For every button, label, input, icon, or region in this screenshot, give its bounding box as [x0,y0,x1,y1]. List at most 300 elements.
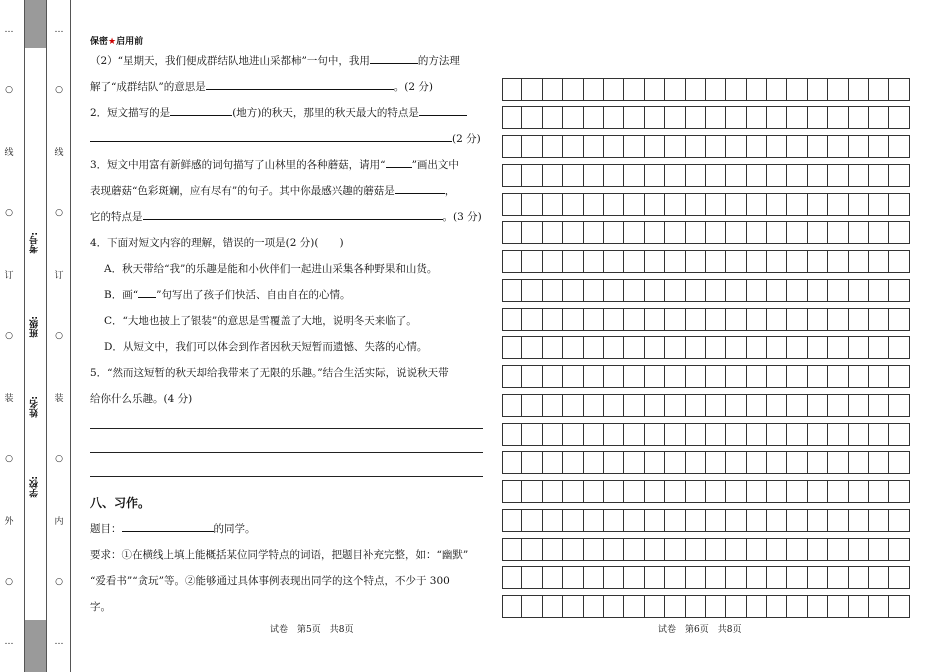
grid-cell[interactable] [849,221,869,244]
grid-cell[interactable] [665,193,685,216]
grid-cell[interactable] [767,250,787,273]
grid-cell[interactable] [624,451,644,474]
grid-cell[interactable] [502,423,522,446]
grid-cell[interactable] [808,451,828,474]
grid-cell[interactable] [543,135,563,158]
grid-cell[interactable] [522,221,542,244]
grid-cell[interactable] [869,595,889,618]
grid-cell[interactable] [686,480,706,503]
grid-cell[interactable] [604,480,624,503]
grid-cell[interactable] [808,394,828,417]
grid-cell[interactable] [787,423,807,446]
grid-cell[interactable] [604,193,624,216]
grid-cell[interactable] [563,221,583,244]
grid-cell[interactable] [604,135,624,158]
grid-cell[interactable] [787,365,807,388]
grid-cell[interactable] [747,595,767,618]
grid-cell[interactable] [584,106,604,129]
grid-cell[interactable] [706,566,726,589]
grid-cell[interactable] [543,451,563,474]
grid-cell[interactable] [624,595,644,618]
grid-cell[interactable] [604,308,624,331]
grid-cell[interactable] [747,164,767,187]
grid-cell[interactable] [889,509,909,532]
grid-cell[interactable] [584,451,604,474]
grid-cell[interactable] [889,423,909,446]
grid-cell[interactable] [828,193,848,216]
grid-cell[interactable] [767,336,787,359]
grid-cell[interactable] [645,451,665,474]
grid-cell[interactable] [808,308,828,331]
grid-cell[interactable] [849,106,869,129]
grid-cell[interactable] [726,394,746,417]
grid-cell[interactable] [706,509,726,532]
grid-cell[interactable] [686,365,706,388]
grid-cell[interactable] [828,106,848,129]
grid-cell[interactable] [849,538,869,561]
grid-cell[interactable] [522,480,542,503]
grid-cell[interactable] [726,365,746,388]
grid-cell[interactable] [808,106,828,129]
grid-cell[interactable] [543,106,563,129]
grid-cell[interactable] [767,365,787,388]
grid-cell[interactable] [584,480,604,503]
grid-cell[interactable] [767,308,787,331]
grid-cell[interactable] [584,538,604,561]
grid-cell[interactable] [828,566,848,589]
grid-cell[interactable] [522,106,542,129]
grid-cell[interactable] [563,538,583,561]
grid-cell[interactable] [706,423,726,446]
grid-cell[interactable] [686,193,706,216]
grid-cell[interactable] [706,164,726,187]
grid-cell[interactable] [747,509,767,532]
grid-cell[interactable] [543,365,563,388]
grid-cell[interactable] [645,164,665,187]
grid-cell[interactable] [726,164,746,187]
grid-cell[interactable] [645,394,665,417]
grid-cell[interactable] [726,509,746,532]
grid-cell[interactable] [502,279,522,302]
grid-cell[interactable] [747,365,767,388]
grid-cell[interactable] [502,595,522,618]
grid-cell[interactable] [543,394,563,417]
grid-cell[interactable] [828,78,848,101]
answer-lines[interactable] [90,412,490,490]
grid-cell[interactable] [604,106,624,129]
grid-cell[interactable] [604,279,624,302]
grid-cell[interactable] [869,480,889,503]
grid-cell[interactable] [767,538,787,561]
grid-cell[interactable] [563,423,583,446]
grid-cell[interactable] [787,279,807,302]
grid-cell[interactable] [808,135,828,158]
grid-cell[interactable] [828,135,848,158]
grid-cell[interactable] [502,538,522,561]
grid-cell[interactable] [624,106,644,129]
grid-cell[interactable] [624,365,644,388]
grid-cell[interactable] [624,135,644,158]
grid-cell[interactable] [849,279,869,302]
grid-cell[interactable] [706,451,726,474]
grid-cell[interactable] [767,164,787,187]
grid-cell[interactable] [665,480,685,503]
grid-cell[interactable] [543,595,563,618]
grid-cell[interactable] [502,221,522,244]
grid-cell[interactable] [604,566,624,589]
grid-cell[interactable] [849,423,869,446]
grid-cell[interactable] [808,538,828,561]
grid-cell[interactable] [849,365,869,388]
grid-cell[interactable] [849,336,869,359]
grid-cell[interactable] [706,221,726,244]
grid-cell[interactable] [665,106,685,129]
grid-cell[interactable] [645,78,665,101]
grid-cell[interactable] [686,250,706,273]
grid-cell[interactable] [706,595,726,618]
grid-cell[interactable] [808,221,828,244]
grid-cell[interactable] [747,336,767,359]
grid-cell[interactable] [767,480,787,503]
grid-cell[interactable] [543,250,563,273]
grid-cell[interactable] [563,279,583,302]
grid-cell[interactable] [726,451,746,474]
grid-cell[interactable] [645,221,665,244]
grid-cell[interactable] [522,566,542,589]
grid-cell[interactable] [808,78,828,101]
grid-cell[interactable] [726,595,746,618]
grid-cell[interactable] [604,509,624,532]
grid-cell[interactable] [828,308,848,331]
grid-cell[interactable] [543,480,563,503]
grid-cell[interactable] [563,509,583,532]
grid-cell[interactable] [604,250,624,273]
grid-cell[interactable] [624,394,644,417]
grid-cell[interactable] [543,538,563,561]
grid-cell[interactable] [686,106,706,129]
grid-cell[interactable] [686,336,706,359]
grid-cell[interactable] [604,538,624,561]
grid-cell[interactable] [584,78,604,101]
grid-cell[interactable] [624,221,644,244]
grid-cell[interactable] [828,480,848,503]
grid-cell[interactable] [584,193,604,216]
grid-cell[interactable] [584,423,604,446]
grid-cell[interactable] [747,193,767,216]
grid-cell[interactable] [869,106,889,129]
grid-cell[interactable] [706,279,726,302]
grid-cell[interactable] [624,566,644,589]
grid-cell[interactable] [869,365,889,388]
grid-cell[interactable] [665,509,685,532]
grid-cell[interactable] [787,451,807,474]
grid-cell[interactable] [849,164,869,187]
grid-cell[interactable] [584,279,604,302]
grid-cell[interactable] [828,509,848,532]
grid-cell[interactable] [584,566,604,589]
grid-cell[interactable] [686,423,706,446]
grid-cell[interactable] [767,595,787,618]
grid-cell[interactable] [522,365,542,388]
grid-cell[interactable] [624,308,644,331]
grid-cell[interactable] [849,308,869,331]
grid-cell[interactable] [543,308,563,331]
grid-cell[interactable] [706,78,726,101]
grid-cell[interactable] [889,595,909,618]
grid-cell[interactable] [584,164,604,187]
grid-cell[interactable] [522,279,542,302]
grid-cell[interactable] [849,451,869,474]
grid-cell[interactable] [604,451,624,474]
grid-cell[interactable] [726,336,746,359]
grid-cell[interactable] [706,394,726,417]
grid-cell[interactable] [706,250,726,273]
grid-cell[interactable] [828,423,848,446]
grid-cell[interactable] [686,135,706,158]
grid-cell[interactable] [849,193,869,216]
grid-cell[interactable] [869,135,889,158]
grid-cell[interactable] [787,250,807,273]
grid-cell[interactable] [767,509,787,532]
grid-cell[interactable] [787,394,807,417]
grid-cell[interactable] [726,250,746,273]
grid-cell[interactable] [747,538,767,561]
grid-cell[interactable] [767,106,787,129]
grid-cell[interactable] [889,135,909,158]
grid-cell[interactable] [665,365,685,388]
grid-cell[interactable] [787,106,807,129]
grid-cell[interactable] [624,538,644,561]
grid-cell[interactable] [686,279,706,302]
grid-cell[interactable] [808,566,828,589]
grid-cell[interactable] [869,538,889,561]
grid-cell[interactable] [563,135,583,158]
grid-cell[interactable] [889,221,909,244]
grid-cell[interactable] [706,135,726,158]
grid-cell[interactable] [645,193,665,216]
grid-cell[interactable] [747,451,767,474]
grid-cell[interactable] [502,135,522,158]
grid-cell[interactable] [849,394,869,417]
grid-cell[interactable] [726,279,746,302]
grid-cell[interactable] [563,308,583,331]
grid-cell[interactable] [563,394,583,417]
grid-cell[interactable] [828,164,848,187]
grid-cell[interactable] [869,279,889,302]
grid-cell[interactable] [889,193,909,216]
grid-cell[interactable] [645,509,665,532]
grid-cell[interactable] [828,595,848,618]
grid-cell[interactable] [502,106,522,129]
grid-cell[interactable] [686,451,706,474]
grid-cell[interactable] [604,336,624,359]
grid-cell[interactable] [889,394,909,417]
grid-cell[interactable] [869,193,889,216]
grid-cell[interactable] [889,538,909,561]
grid-cell[interactable] [747,135,767,158]
grid-cell[interactable] [767,451,787,474]
grid-cell[interactable] [787,480,807,503]
grid-cell[interactable] [787,78,807,101]
grid-cell[interactable] [543,336,563,359]
grid-cell[interactable] [767,193,787,216]
grid-cell[interactable] [665,308,685,331]
grid-cell[interactable] [706,193,726,216]
grid-cell[interactable] [543,279,563,302]
grid-cell[interactable] [787,566,807,589]
grid-cell[interactable] [522,193,542,216]
grid-cell[interactable] [889,106,909,129]
grid-cell[interactable] [808,250,828,273]
grid-cell[interactable] [889,336,909,359]
grid-cell[interactable] [604,164,624,187]
grid-cell[interactable] [869,250,889,273]
grid-cell[interactable] [563,106,583,129]
grid-cell[interactable] [645,106,665,129]
grid-cell[interactable] [624,480,644,503]
grid-cell[interactable] [869,221,889,244]
grid-cell[interactable] [828,250,848,273]
grid-cell[interactable] [563,480,583,503]
grid-cell[interactable] [563,365,583,388]
grid-cell[interactable] [665,451,685,474]
grid-cell[interactable] [869,78,889,101]
grid-cell[interactable] [889,480,909,503]
grid-cell[interactable] [686,78,706,101]
grid-cell[interactable] [686,308,706,331]
grid-cell[interactable] [706,538,726,561]
grid-cell[interactable] [706,106,726,129]
grid-cell[interactable] [808,164,828,187]
grid-cell[interactable] [747,480,767,503]
grid-cell[interactable] [522,78,542,101]
grid-cell[interactable] [665,566,685,589]
grid-cell[interactable] [502,193,522,216]
grid-cell[interactable] [787,595,807,618]
grid-cell[interactable] [522,595,542,618]
grid-cell[interactable] [543,423,563,446]
grid-cell[interactable] [563,595,583,618]
grid-cell[interactable] [849,509,869,532]
grid-cell[interactable] [604,423,624,446]
grid-cell[interactable] [624,78,644,101]
grid-cell[interactable] [624,193,644,216]
grid-cell[interactable] [808,509,828,532]
grid-cell[interactable] [849,595,869,618]
grid-cell[interactable] [869,164,889,187]
grid-cell[interactable] [889,566,909,589]
grid-cell[interactable] [522,509,542,532]
grid-cell[interactable] [665,78,685,101]
grid-cell[interactable] [706,308,726,331]
grid-cell[interactable] [828,451,848,474]
grid-cell[interactable] [624,250,644,273]
grid-cell[interactable] [747,308,767,331]
grid-cell[interactable] [706,336,726,359]
grid-cell[interactable] [787,308,807,331]
grid-cell[interactable] [767,78,787,101]
grid-cell[interactable] [665,250,685,273]
grid-cell[interactable] [645,365,665,388]
grid-cell[interactable] [869,308,889,331]
grid-cell[interactable] [869,566,889,589]
grid-cell[interactable] [522,135,542,158]
grid-cell[interactable] [869,394,889,417]
grid-cell[interactable] [502,394,522,417]
grid-cell[interactable] [563,250,583,273]
grid-cell[interactable] [665,595,685,618]
grid-cell[interactable] [604,365,624,388]
grid-cell[interactable] [563,336,583,359]
grid-cell[interactable] [726,423,746,446]
grid-cell[interactable] [828,221,848,244]
grid-cell[interactable] [747,423,767,446]
grid-cell[interactable] [502,78,522,101]
grid-cell[interactable] [584,595,604,618]
grid-cell[interactable] [624,509,644,532]
grid-cell[interactable] [665,135,685,158]
grid-cell[interactable] [543,193,563,216]
grid-cell[interactable] [584,336,604,359]
grid-cell[interactable] [563,78,583,101]
grid-cell[interactable] [686,566,706,589]
grid-cell[interactable] [726,78,746,101]
grid-cell[interactable] [828,336,848,359]
grid-cell[interactable] [543,78,563,101]
grid-cell[interactable] [869,509,889,532]
grid-cell[interactable] [665,279,685,302]
grid-cell[interactable] [787,193,807,216]
grid-cell[interactable] [645,480,665,503]
grid-cell[interactable] [645,336,665,359]
grid-cell[interactable] [767,221,787,244]
grid-cell[interactable] [747,78,767,101]
grid-cell[interactable] [767,566,787,589]
grid-cell[interactable] [808,423,828,446]
grid-cell[interactable] [624,164,644,187]
grid-cell[interactable] [869,451,889,474]
grid-cell[interactable] [889,279,909,302]
grid-cell[interactable] [502,164,522,187]
grid-cell[interactable] [543,509,563,532]
grid-cell[interactable] [645,279,665,302]
grid-cell[interactable] [869,423,889,446]
grid-cell[interactable] [849,78,869,101]
grid-cell[interactable] [665,394,685,417]
grid-cell[interactable] [747,394,767,417]
grid-cell[interactable] [747,221,767,244]
grid-cell[interactable] [828,538,848,561]
grid-cell[interactable] [645,595,665,618]
grid-cell[interactable] [726,566,746,589]
grid-cell[interactable] [563,193,583,216]
grid-cell[interactable] [502,566,522,589]
grid-cell[interactable] [828,365,848,388]
grid-cell[interactable] [849,250,869,273]
grid-cell[interactable] [502,509,522,532]
grid-cell[interactable] [747,250,767,273]
grid-cell[interactable] [645,135,665,158]
grid-cell[interactable] [522,538,542,561]
grid-cell[interactable] [665,164,685,187]
grid-cell[interactable] [604,394,624,417]
grid-cell[interactable] [726,480,746,503]
grid-cell[interactable] [522,423,542,446]
grid-cell[interactable] [522,250,542,273]
grid-cell[interactable] [645,308,665,331]
grid-cell[interactable] [563,566,583,589]
grid-cell[interactable] [645,566,665,589]
